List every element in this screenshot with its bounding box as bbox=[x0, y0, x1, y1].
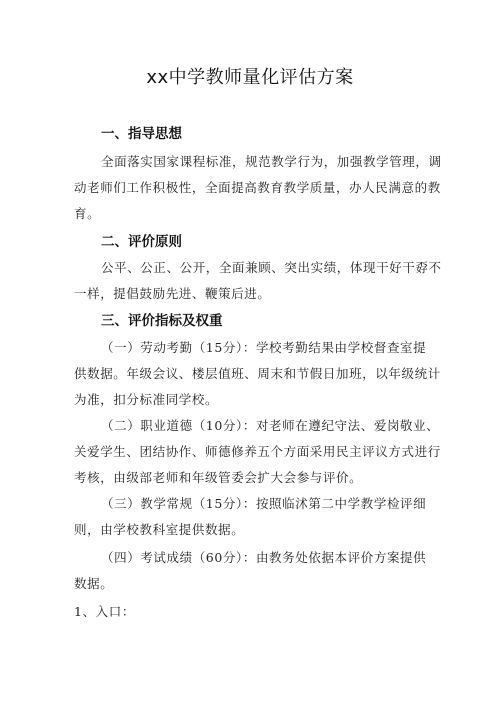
paragraph-line: 考核，由级部老师和年级管委会扩大会参与评价。 bbox=[74, 470, 363, 485]
paragraph-line: （三）教学常规（15分）：按照临沭第二中学教学检评细 bbox=[101, 496, 427, 511]
paragraph-line: 动老师们工作积极性，全面提高教育教学质量，办人民满意的教 bbox=[74, 180, 441, 195]
paragraph-line: 关爱学生、团结协作、师德修养五个方面采用民主评议方式进行 bbox=[74, 444, 441, 459]
section-heading-evaluation-principles: 二、评价原则 bbox=[101, 234, 182, 250]
paragraph-line: 全面落实国家课程标准，规范教学行为，加强教学管理，调 bbox=[101, 154, 442, 169]
paragraph-line: 数据。 bbox=[74, 576, 114, 591]
paragraph-line: （一）劳动考勤（15分）：学校考勤结果由学校督查室提 bbox=[101, 340, 427, 355]
section-heading-guiding-thought: 一、指导思想 bbox=[101, 126, 182, 142]
paragraph-line: 为准，扣分标准同学校。 bbox=[74, 392, 219, 407]
paragraph-line: 一样，提倡鼓励先进、鞭策后进。 bbox=[74, 286, 271, 301]
document-title: xx中学教师量化评估方案 bbox=[146, 67, 354, 88]
paragraph-line: 公平、公正、公开，全面兼顾、突出实绩，体现干好干孬不 bbox=[101, 260, 442, 275]
paragraph-line: 育。 bbox=[74, 206, 101, 221]
paragraph-line: （四）考试成绩（60分）：由教务处依据本评价方案提供 bbox=[101, 550, 427, 565]
section-heading-indicators-weights: 三、评价指标及权重 bbox=[101, 313, 223, 329]
paragraph-line: 供数据。年级会议、楼层值班、周末和节假日加班，以年级统计 bbox=[74, 366, 441, 381]
paragraph-line: （二）职业道德（10分）：对老师在遵纪守法、爱岗敬业、 bbox=[101, 418, 440, 433]
paragraph-line: 则，由学校教科室提供数据。 bbox=[74, 522, 245, 537]
sub-item-entry: 1、入口： bbox=[74, 604, 135, 619]
